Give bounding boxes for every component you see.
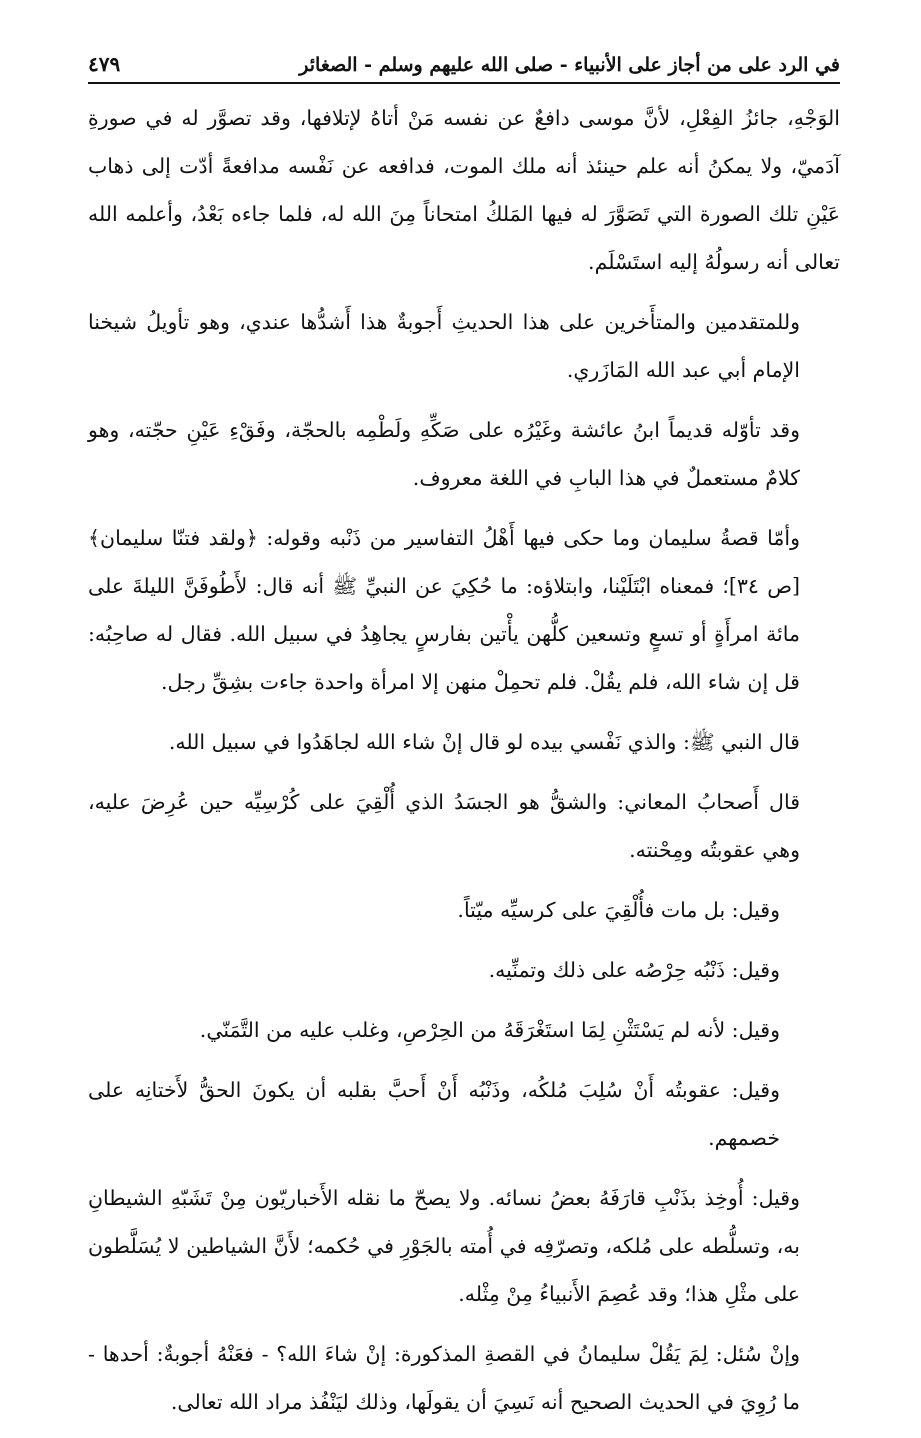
paragraph: وقيل: أُوخِذ بذَنْبِ قارَفَهُ بعضُ نسائه. ولا يصحّ ما نقله الأَخباريّون مِنْ تَشَبّهِ الشيطانِ به، وتسلُّطه على مُلكه، وتصرّفِه في أُمته بالجَوْرِ في حُكمه؛ لأَنَّ الشياطين لا يُسَلَّطون على مثْلِ هذا؛ وقد عُصِمَ الأَنبياءُ مِنْ مِثْله. [88, 1186, 800, 1306]
paragraph: قال النبي ﷺ: والذي نَفْسي بيده لو قال إنْ شاء الله لجاهَدُوا في سبيل الله. [168, 730, 800, 754]
paragraph: وأمّا قصةُ سليمان وما حكى فيها أَهْلُ التفاسير من ذَنْبه وقوله: ﴿ولقد فتنّا سليمان﴾ [ص ٣٤]؛ فمعناه ابْتَلَيْنا، وابتلاؤه: ما حُكِيَ عن النبيِّ ﷺ أنه قال: لأَطُوفَنَّ الليلةَ على مائة امرأَةٍ أو تسعٍ وتسعين كلُّهن يأْتين بفارسٍ يجاهِدُ في سبيل الله. فقال له صاحِبُه: قل إن شاء الله، فلم يقُلْ. فلم تحمِلْ منهن إلا امرأة واحدة جاءت بشِقِّ رجل. [88, 526, 800, 694]
running-title: في الرد على من أجاز على الأنبياء - صلى الله عليهم وسلم - الصغائر [299, 54, 840, 76]
paragraph: وقيل: ذَنْبُه حِرْصُه على ذلك وتمنِّيه. [488, 958, 780, 982]
body-text [88, 94, 840, 1426]
paragraph: وقد تأوّله قديماً ابنُ عائشة وغَيْرُه على صَكِّهِ ولَطْمِه بالحجّة، وفَقْءِ عَيْنِ حجّته، وهو كلامٌ مستعملٌ في هذا البابِ في اللغة معروف. [88, 418, 800, 490]
running-header [88, 36, 840, 84]
paragraph: قال أَصحابُ المعاني: والشقُّ هو الجسَدُ الذي أُلْقِيَ على كُرْسِيِّه حين عُرِضَ عليه، وهي عقوبتُه ومِحْنته. [88, 790, 800, 862]
page [88, 36, 840, 1438]
paragraph: وقيل: عقوبتُه أَنْ سُلِبَ مُلكُه، وذَنْبُه أَنْ أَحبَّ بقلبه أن يكونَ الحقُّ لأَختانِه على خصمهم. [88, 1078, 780, 1150]
paragraph: وقيل: لأنه لم يَسْتَثْنِ لِمَا استَغْرَقَهُ من الحِرْصِ، وغلب عليه من التَّمَنّي. [199, 1018, 780, 1042]
paragraph: وللمتقدمين والمتأَخرين على هذا الحديثِ أَجوبةٌ هذا أَشدُّها عندي، وهو تأويلُ شيخنا الإمام أبي عبد الله المَازَري. [88, 310, 800, 382]
paragraph: الوَجْهِ، جائزُ الفِعْلِ، لأنَّ موسى دافعٌ عن نفسه مَنْ أتاهُ لإتلافها، وقد تصوَّر له في صورةِ آدَميّ، ولا يمكنُ أنه علم حينئذ أنه ملك الموت، فدافعه عن نَفْسه مدافعةً أدّت إلى ذهاب عَيْنِ تلك الصورة التي تَصَوَّرَ له فيها المَلكُ امتحاناً مِنَ الله له، فلما جاءه بَعْدُ، وأعلمه الله تعالى أنه رسولُهُ إليه استَسْلَم. [88, 106, 840, 274]
page-number: ٤٧٩ [88, 52, 121, 76]
paragraph: وقيل: بل مات فأُلْقِيَ على كرسيِّه ميّتاً. [457, 898, 780, 922]
paragraph: وإنْ سُئل: لِمَ يَقُلْ سليمانُ في القصةِ المذكورة: إنْ شاءَ الله؟ - فعَنْهُ أجوبةٌ: أحدها - ما رُوِيَ في الحديث الصحيح أنه نَسِيَ أن يقولَها، وذلك ليَنْفُذ مراد الله تعالى. [88, 1342, 800, 1414]
